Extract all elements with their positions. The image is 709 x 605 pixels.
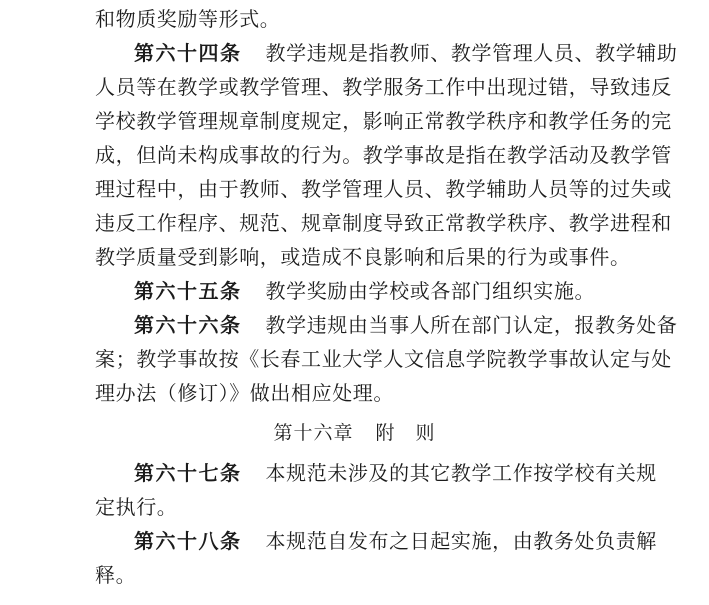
- chapter-title: 附 则: [375, 422, 436, 444]
- article-line: 学校教学管理规章制度规定，影响正常教学秩序和教学任务的完: [95, 109, 672, 133]
- article-text: 本规范自发布之日起实施，由教务处负责解: [265, 529, 657, 553]
- carry-over-text: 和物质奖励等形式。: [95, 7, 281, 31]
- chapter-number: 第十六章: [273, 422, 354, 444]
- article-line: 人员等在教学或教学管理、教学服务工作中出现过错，导致违反: [95, 75, 672, 99]
- chapter-heading: [0, 418, 709, 448]
- article-label: 第六十五条: [134, 279, 242, 303]
- article-66-first-line: [134, 310, 678, 340]
- article-68-first-line: [134, 526, 657, 556]
- article-label: 第六十七条: [134, 461, 242, 485]
- paragraph-line: [95, 4, 635, 34]
- article-text: 本规范未涉及的其它教学工作按学校有关规: [265, 461, 657, 485]
- article-label: 第六十六条: [134, 313, 242, 337]
- article-text: 教学奖励由学校或各部门组织实施。: [265, 279, 596, 303]
- article-label: 第六十八条: [134, 529, 242, 553]
- article-line: 案；教学事故按《长春工业大学人文信息学院教学事故认定与处: [95, 347, 672, 371]
- article-line: 理过程中，由于教师、教学管理人员、教学辅助人员等的过失或: [95, 177, 672, 201]
- article-line: 释。: [95, 563, 137, 587]
- article-line: 违反工作程序、规范、规章制度导致正常教学秩序、教学进程和: [95, 211, 672, 235]
- article-label: 第六十四条: [134, 41, 242, 65]
- article-line: 定执行。: [95, 495, 178, 519]
- article-line: 理办法（修订）》做出相应处理。: [95, 381, 394, 405]
- article-64-first-line: [134, 38, 678, 68]
- article-line: 教学质量受到影响，或造成不良影响和后果的行为或事件。: [95, 245, 631, 269]
- article-text: 教学违规由当事人所在部门认定，报教务处备: [265, 313, 678, 337]
- article-text: 教学违规是指教师、教学管理人员、教学辅助: [265, 41, 678, 65]
- article-65-first-line: [134, 276, 634, 306]
- article-67-first-line: [134, 458, 657, 488]
- article-line: 成，但尚未构成事故的行为。教学事故是指在教学活动及教学管: [95, 143, 672, 167]
